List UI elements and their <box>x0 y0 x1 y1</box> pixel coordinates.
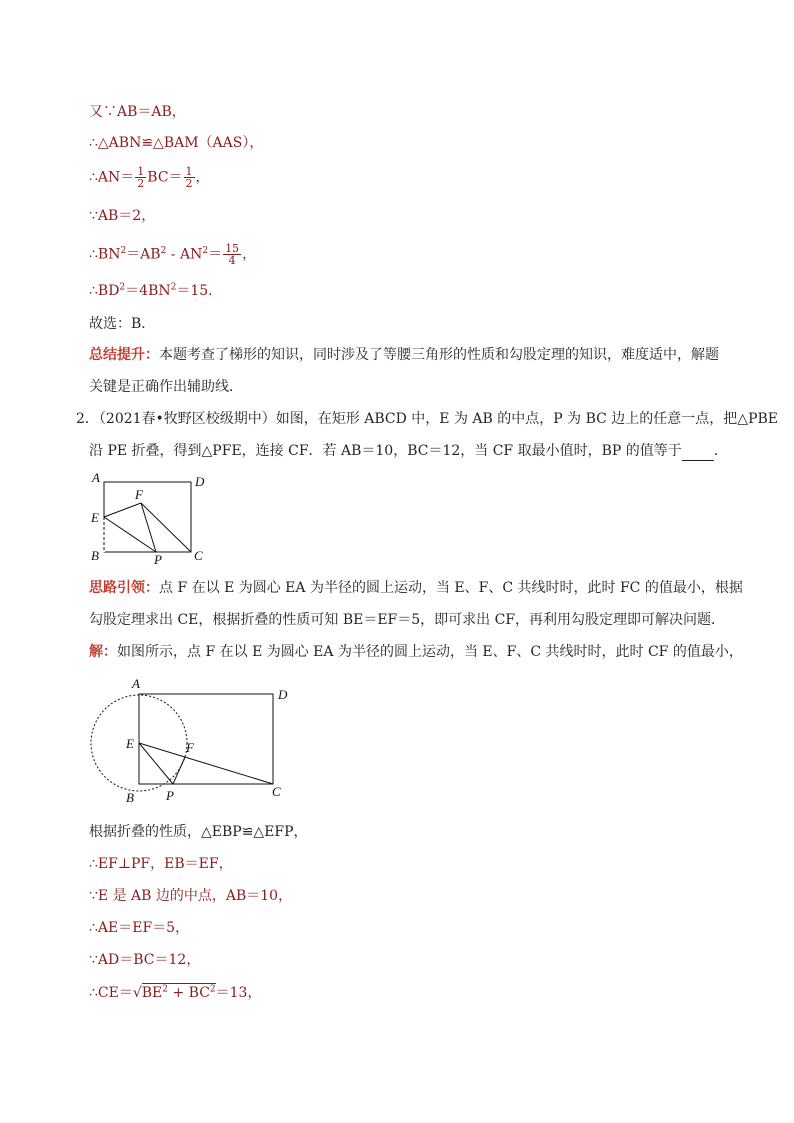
fraction-half-1: $\frac{1}{2}$ <box>137 165 145 190</box>
line-congruent-aas: ∴△ABN≌△BAM（AAS）， <box>89 135 264 151</box>
step-perpendicular: ∴EF⊥PF，EB＝EF， <box>89 856 233 872</box>
label-a: A <box>92 470 100 485</box>
label-b: B <box>91 548 99 563</box>
step-midpoint: ∵E 是 AB 边的中点，AB＝10， <box>89 888 293 904</box>
line-ab-eq-ab: 又∵AB＝AB， <box>89 104 186 120</box>
label-e-2: E <box>126 736 134 751</box>
label-c: C <box>194 548 203 563</box>
summary-line-2: 关键是正确作出辅助线． <box>89 379 243 395</box>
rect-abcd <box>104 482 191 552</box>
answer-line: 故选：B． <box>89 316 156 332</box>
segment-ep-2 <box>139 743 173 784</box>
label-b-2: B <box>126 790 134 805</box>
problem2-line-1: 2．（2021春•牧野区校级期中）如图，在矩形 ABCD 中，E 为 AB 的中点，P 为 BC 边上的任意一点，把△PBE <box>76 411 778 427</box>
figure-1-rectangle <box>88 470 218 566</box>
step-ce: $\therefore CE=√BE^2 + BC^2=13$， <box>89 984 262 1001</box>
line-bd-squared: $\therefore BD^2=4BN^2=15$． <box>89 282 223 299</box>
step-ad-bc: ∵AD＝BC＝12， <box>89 952 201 968</box>
solution-label: 解： <box>89 644 117 660</box>
segment-ef <box>104 503 141 517</box>
label-d-2: D <box>278 687 288 702</box>
line-an-eq: ∴AN＝ $\frac{1}{2}$ BC＝ $\frac{1}{2}$ ， <box>89 165 210 190</box>
label-e: E <box>91 510 99 525</box>
segment-fp-2 <box>173 757 185 784</box>
line-ab-eq-2: ∵AB＝2， <box>89 208 156 224</box>
label-d: D <box>195 474 205 489</box>
sqrt-radicand: $BE^2 + BC^2$ <box>141 984 216 1001</box>
summary-label: 总结提升： <box>89 347 159 363</box>
problem2-line-2: 沿 PE 折叠，得到△PFE，连接 CF．若 AB＝10，BC＝12，当 CF 取最小值时，BP 的值等于 ． <box>89 443 728 459</box>
label-f: F <box>135 487 143 502</box>
label-c-2: C <box>272 784 281 799</box>
line-bn-squared: $\therefore BN^2=AB^2 - AN^2=$ $\frac{15}{4}$ ， <box>89 242 257 267</box>
segment-ec <box>139 743 273 784</box>
hint-line-1: 思路引领：点 F 在以 E 为圆心 EA 为半径的圆上运动，当 E、F、C 共线时时，此时 FC 的值最小，根据 <box>89 580 743 596</box>
hint-line-2: 勾股定理求出 CE，根据折叠的性质可知 BE＝EF＝5，即可求出 CF，再利用勾股定理即可解决问题． <box>89 612 726 628</box>
fraction-15-4: $\frac{15}{4}$ <box>225 242 240 267</box>
label-p-2: P <box>166 788 174 803</box>
segment-ep <box>104 517 156 552</box>
fraction-half-2: $\frac{1}{2}$ <box>185 165 193 190</box>
solution-line-1: 解：如图所示，点 F 在以 E 为圆心 EA 为半径的圆上运动，当 E、F、C 共线时时，此时 CF 的值最小， <box>89 644 743 660</box>
step-ae-ef: ∴AE＝EF＝5， <box>89 920 190 936</box>
summary-line-1: 总结提升：本题考查了梯形的知识，同时涉及了等腰三角形的性质和勾股定理的知识，难度适中，解题 <box>89 347 719 363</box>
label-p: P <box>154 552 162 566</box>
figure-2-circle <box>84 672 294 807</box>
sqrt-symbol: √ <box>132 985 142 1001</box>
label-a-2: A <box>132 676 140 691</box>
label-f-2: F <box>186 740 194 755</box>
step-congruent: 根据折叠的性质，△EBP≌△EFP， <box>89 824 308 840</box>
hint-label: 思路引领： <box>89 580 159 596</box>
answer-blank <box>682 446 714 461</box>
rect-abcd-2 <box>139 694 273 784</box>
